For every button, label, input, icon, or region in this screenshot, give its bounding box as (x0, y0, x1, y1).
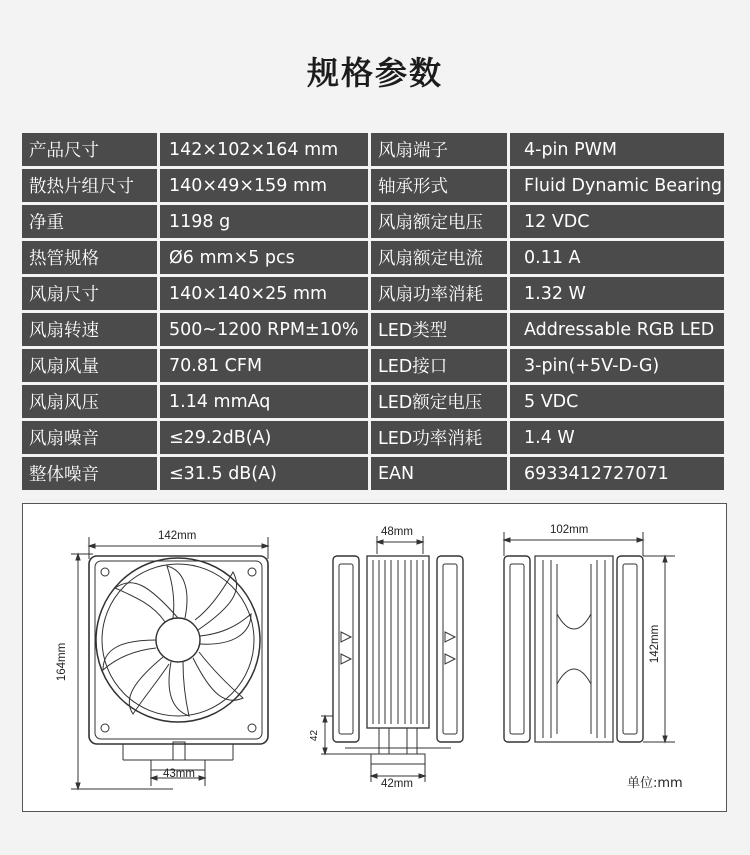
spec-row (22, 169, 727, 202)
side-small-label: 42 (309, 729, 321, 742)
side-base-label: 42mm (381, 778, 413, 790)
spec-label: 热管规格 (22, 241, 157, 274)
spec-row (22, 421, 727, 454)
spec-row (22, 277, 727, 310)
spec-value: 70.81 CFM (160, 349, 368, 382)
front-view-drawing (71, 537, 268, 789)
spec-value: Fluid Dynamic Bearing (510, 169, 724, 202)
spec-value: 5 VDC (510, 385, 724, 418)
front-base-label: 43mm (163, 768, 195, 780)
spec-value: 4-pin PWM (510, 133, 724, 166)
spec-value: 140×140×25 mm (160, 277, 368, 310)
spec-value: Addressable RGB LED (510, 313, 724, 346)
spec-table (22, 133, 727, 493)
spec-label: 风扇风压 (22, 385, 157, 418)
spec-row (22, 457, 727, 490)
spec-value: 1.4 W (510, 421, 724, 454)
spec-label: 风扇功率消耗 (371, 277, 507, 310)
front-width-label: 142mm (158, 530, 197, 542)
back-width-label: 102mm (550, 524, 589, 536)
spec-value: 0.11 A (510, 241, 724, 274)
spec-value: ≤31.5 dB(A) (160, 457, 368, 490)
dimension-drawing (23, 504, 728, 813)
spec-value: 142×102×164 mm (160, 133, 368, 166)
unit-label: 单位:mm (627, 776, 683, 791)
spec-label: 风扇尺寸 (22, 277, 157, 310)
spec-label: LED功率消耗 (371, 421, 507, 454)
front-height-label: 164mm (56, 642, 69, 682)
spec-value: 6933412727071 (510, 457, 724, 490)
side-view-drawing (321, 536, 463, 782)
spec-label: 风扇端子 (371, 133, 507, 166)
back-height-label: 142mm (649, 624, 662, 664)
spec-value: ≤29.2dB(A) (160, 421, 368, 454)
spec-label: LED接口 (371, 349, 507, 382)
spec-value: 1.14 mmAq (160, 385, 368, 418)
spec-label: 净重 (22, 205, 157, 238)
spec-label: 风扇噪音 (22, 421, 157, 454)
spec-value: 1198 g (160, 205, 368, 238)
dimension-diagram (22, 503, 727, 812)
spec-label: 风扇额定电流 (371, 241, 507, 274)
spec-value: 1.32 W (510, 277, 724, 310)
spec-row (22, 205, 727, 238)
spec-row (22, 385, 727, 418)
spec-label: 整体噪音 (22, 457, 157, 490)
spec-row (22, 349, 727, 382)
spec-label: LED类型 (371, 313, 507, 346)
spec-label: 风扇风量 (22, 349, 157, 382)
spec-value: Ø6 mm×5 pcs (160, 241, 368, 274)
side-width-label: 48mm (381, 526, 413, 538)
spec-value: 500~1200 RPM±10% (160, 313, 368, 346)
spec-label: 散热片组尺寸 (22, 169, 157, 202)
spec-label: 风扇转速 (22, 313, 157, 346)
spec-row (22, 133, 727, 166)
spec-label: EAN (371, 457, 507, 490)
spec-label: 风扇额定电压 (371, 205, 507, 238)
spec-label: LED额定电压 (371, 385, 507, 418)
page-title: 规格参数 (306, 54, 443, 92)
spec-row (22, 241, 727, 274)
spec-value: 3-pin(+5V-D-G) (510, 349, 724, 382)
spec-label: 产品尺寸 (22, 133, 157, 166)
spec-label: 轴承形式 (371, 169, 507, 202)
spec-row (22, 313, 727, 346)
spec-value: 12 VDC (510, 205, 724, 238)
spec-value: 140×49×159 mm (160, 169, 368, 202)
